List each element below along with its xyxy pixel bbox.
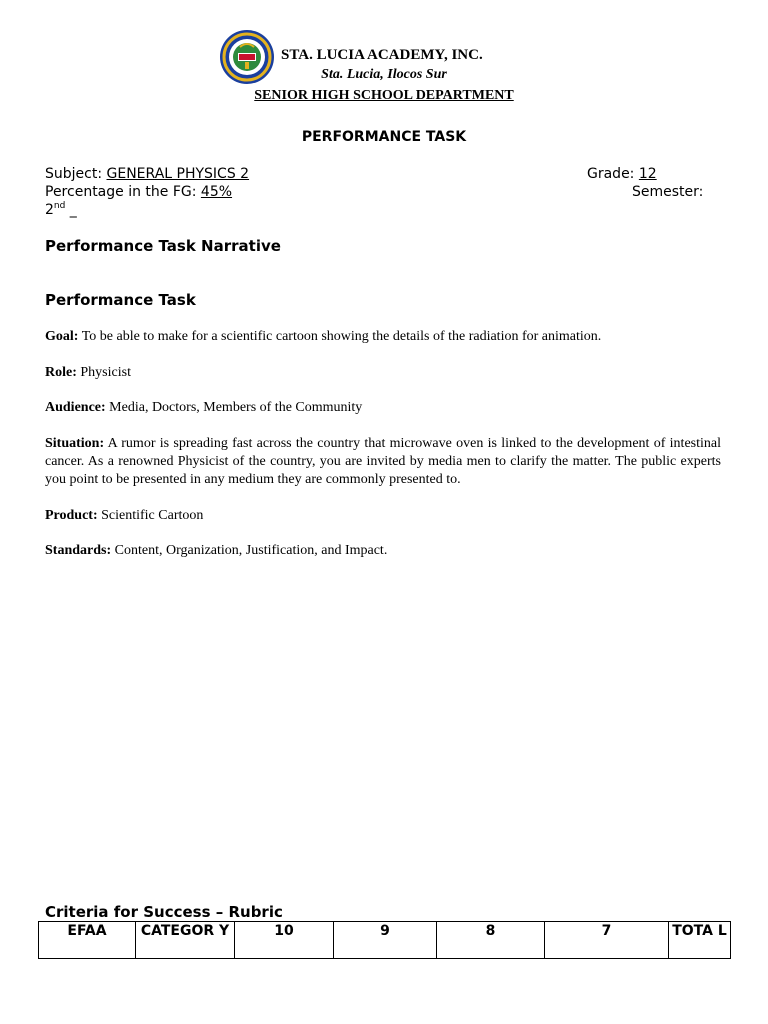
role-label: Role: — [45, 365, 77, 380]
rubric-header-7: 7 — [545, 922, 669, 959]
product-label: Product: — [45, 508, 98, 523]
semester-label: Semester: — [632, 184, 704, 200]
rubric-header-8: 8 — [437, 922, 545, 959]
situation-label: Situation: — [45, 436, 105, 451]
semester-value-line — [45, 201, 77, 219]
task-heading: Performance Task — [45, 291, 196, 309]
school-address: Sta. Lucia, Ilocos Sur — [321, 67, 447, 82]
grade-label: Grade: — [587, 166, 639, 182]
role-text: Physicist — [76, 365, 131, 380]
product-text: Scientific Cartoon — [97, 508, 204, 523]
product-paragraph — [45, 507, 721, 525]
percentage-label: Percentage in the FG: — [45, 184, 201, 200]
rubric-header-9: 9 — [334, 922, 437, 959]
goal-text: To be able to make for a scientific cartoon showing the details of the radiation for animation. — [78, 329, 602, 344]
semester-blank: _ — [65, 202, 77, 218]
rubric-header-category: CATEGOR Y — [136, 922, 235, 959]
subject-label: Subject: — [45, 166, 107, 182]
rubric-header-total: TOTA L — [669, 922, 731, 959]
percentage-line — [45, 183, 232, 201]
standards-text: Content, Organization, Justification, and Impact. — [111, 543, 388, 558]
narrative-heading: Performance Task Narrative — [45, 237, 281, 255]
rubric-header-10: 10 — [235, 922, 334, 959]
audience-paragraph — [45, 399, 721, 417]
department-name: SENIOR HIGH SCHOOL DEPARTMENT — [254, 88, 514, 103]
school-name: STA. LUCIA ACADEMY, INC. — [281, 47, 483, 63]
rubric-header-row — [39, 922, 731, 959]
situation-paragraph — [45, 435, 721, 489]
subject-value: GENERAL PHYSICS 2 — [106, 166, 250, 182]
standards-paragraph — [45, 542, 721, 560]
grade-line — [587, 165, 657, 183]
standards-label: Standards: — [45, 543, 112, 558]
situation-text: A rumor is spreading fast across the country that microwave oven is linked to the development of intestinal cancer. As a renowned Physicist of the country, you are invited by media men to clarify the matter. The public experts you point to be presented in any medium they are commonly presented to. — [45, 436, 721, 487]
rubric-header-efaa: EFAA — [39, 922, 136, 959]
rubric-title: Criteria for Success – Rubric — [45, 903, 283, 921]
subject-line — [45, 165, 249, 183]
role-paragraph — [45, 364, 721, 382]
audience-label: Audience: — [45, 400, 106, 415]
goal-paragraph — [45, 328, 721, 346]
grade-value: 12 — [638, 166, 657, 182]
semester-value: 2 — [45, 202, 54, 218]
audience-text: Media, Doctors, Members of the Community — [105, 400, 363, 415]
percentage-value: 45% — [200, 184, 233, 200]
document-title: PERFORMANCE TASK — [301, 129, 467, 145]
semester-suffix: nd — [53, 201, 66, 211]
goal-label: Goal: — [45, 329, 79, 344]
rubric-table — [38, 921, 731, 959]
